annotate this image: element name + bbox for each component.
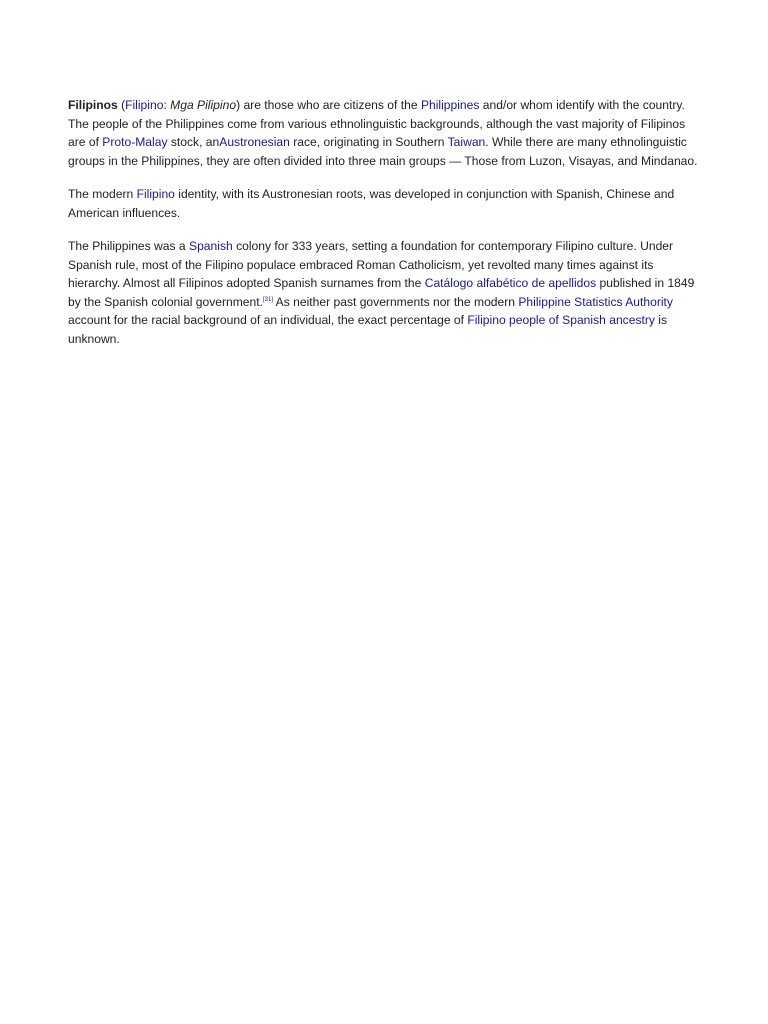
- link-taiwan[interactable]: Taiwan: [447, 135, 486, 149]
- link-proto-malay[interactable]: Proto-Malay: [102, 135, 168, 149]
- link-filipino-language[interactable]: Filipino: [125, 98, 164, 112]
- text: race, originating in Southern: [289, 135, 448, 149]
- article-body: [68, 96, 698, 363]
- text: is unknown.: [68, 313, 668, 346]
- link-catalogo-apellidos[interactable]: Catálogo alfabético de apellidos: [424, 276, 597, 290]
- link-spanish[interactable]: Spanish: [189, 239, 233, 253]
- reference-link[interactable]: [31]: [262, 296, 273, 303]
- text: published in 1849 by the Spanish colonial government.: [68, 276, 695, 309]
- text: (: [117, 98, 126, 112]
- text: colony for 333 years, setting a foundation for contemporary Filipino culture. Under Spanish rule, most of the Filipino populace embraced Roman Catholicism, yet revolted many times against its hierarchy. Almost all Filipinos adopted Spanish surnames from the: [68, 239, 674, 290]
- link-philippine-statistics-authority[interactable]: Philippine Statistics Authority: [518, 294, 673, 309]
- text: stock, an: [167, 135, 220, 149]
- term-filipinos: Filipinos: [68, 98, 118, 112]
- reference-31[interactable]: [263, 297, 273, 303]
- text: account for the racial background of an individual, the exact percentage of: [68, 313, 468, 327]
- paragraph-intro: [68, 96, 698, 170]
- text: As neither past governments nor the modern: [272, 294, 519, 309]
- native-name: Mga Pilipino: [170, 98, 237, 112]
- link-philippines[interactable]: Philippines: [420, 98, 480, 112]
- text: ) are those who are citizens of the: [236, 98, 421, 112]
- paragraph-modern-identity: [68, 185, 698, 222]
- paragraph-spanish-colony: [68, 237, 698, 348]
- link-filipino[interactable]: Filipino: [136, 187, 175, 201]
- link-austronesian[interactable]: Austronesian: [219, 135, 290, 149]
- text: . While there are many ethnolinguistic groups in the Philippines, they are often divided into three main groups — Those from Luzon, Visayas, and Mindanao.: [68, 135, 698, 168]
- text: The modern: [68, 187, 137, 201]
- text: :: [163, 98, 171, 112]
- link-filipino-spanish-ancestry[interactable]: Filipino people of Spanish ancestry: [467, 313, 655, 327]
- text: and/or whom identify with the country. The people of the Philippines come from various ethnolinguistic backgrounds, although the vast majority of Filipinos are of: [68, 98, 686, 149]
- text: The Philippines was a: [68, 239, 190, 253]
- text: identity, with its Austronesian roots, was developed in conjunction with Spanish, Chinese and American influences.: [68, 187, 675, 220]
